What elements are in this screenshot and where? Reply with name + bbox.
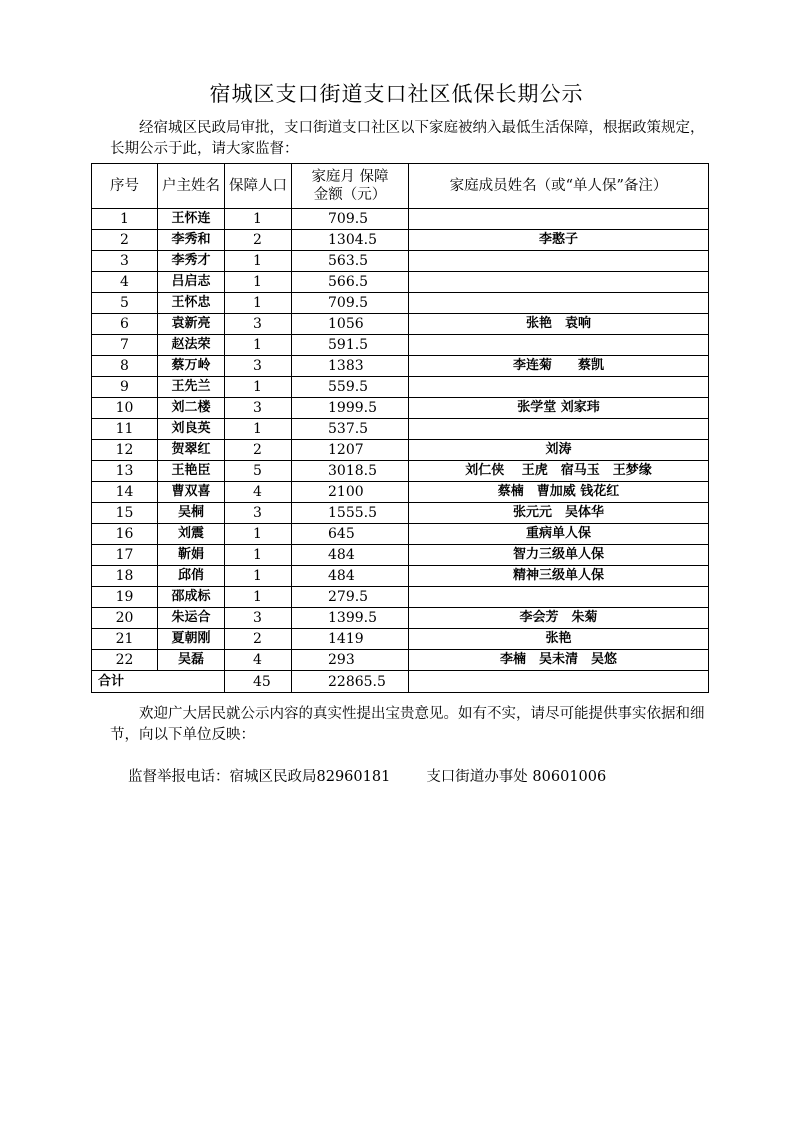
cell-amount: 2100 (292, 482, 409, 503)
cell-head-name: 王怀忠 (158, 293, 225, 314)
cell-amount: 1383 (292, 356, 409, 377)
cell-members (409, 251, 709, 272)
cell-covered-count: 1 (225, 587, 292, 608)
cell-covered-count: 3 (225, 503, 292, 524)
cell-head-name: 邵成标 (158, 587, 225, 608)
cell-amount: 559.5 (292, 377, 409, 398)
cell-head-name: 李秀才 (158, 251, 225, 272)
cell-seq: 18 (92, 566, 158, 587)
cell-seq: 9 (92, 377, 158, 398)
cell-head-name: 夏朝刚 (158, 629, 225, 650)
header-amount (292, 164, 409, 209)
cell-seq: 12 (92, 440, 158, 461)
cell-seq: 8 (92, 356, 158, 377)
cell-seq: 5 (92, 293, 158, 314)
table-row (92, 629, 709, 650)
cell-covered-count: 1 (225, 419, 292, 440)
cell-members: 蔡楠 曹加威 钱花红 (409, 482, 709, 503)
cell-covered-count: 5 (225, 461, 292, 482)
cell-amount: 645 (292, 524, 409, 545)
cell-amount: 1399.5 (292, 608, 409, 629)
header-seq: 序号 (92, 164, 158, 209)
cell-seq: 13 (92, 461, 158, 482)
cell-amount: 293 (292, 650, 409, 671)
cell-head-name: 吴桐 (158, 503, 225, 524)
cell-covered-count: 4 (225, 650, 292, 671)
cell-covered-count: 2 (225, 629, 292, 650)
cell-covered-count: 4 (225, 482, 292, 503)
table-header-row (92, 164, 709, 209)
cell-head-name: 吕启志 (158, 272, 225, 293)
cell-amount: 709.5 (292, 293, 409, 314)
cell-covered-count: 3 (225, 608, 292, 629)
cell-covered-count: 2 (225, 440, 292, 461)
cell-head-name: 邱俏 (158, 566, 225, 587)
cell-amount: 484 (292, 566, 409, 587)
cell-seq: 20 (92, 608, 158, 629)
cell-amount: 566.5 (292, 272, 409, 293)
table-row (92, 230, 709, 251)
cell-members: 精神三级单人保 (409, 566, 709, 587)
table-row (92, 524, 709, 545)
total-count: 45 (225, 671, 292, 693)
cell-covered-count: 1 (225, 377, 292, 398)
cell-head-name: 王艳臣 (158, 461, 225, 482)
table-row (92, 293, 709, 314)
table-row (92, 587, 709, 608)
cell-members: 张艳 袁响 (409, 314, 709, 335)
cell-covered-count: 1 (225, 251, 292, 272)
table-row (92, 461, 709, 482)
cell-covered-count: 1 (225, 335, 292, 356)
cell-members (409, 272, 709, 293)
cell-seq: 4 (92, 272, 158, 293)
cell-amount: 709.5 (292, 209, 409, 230)
table-row (92, 482, 709, 503)
cell-seq: 16 (92, 524, 158, 545)
cell-covered-count: 2 (225, 230, 292, 251)
recipients-table (91, 163, 709, 693)
cell-amount: 279.5 (292, 587, 409, 608)
cell-amount: 1056 (292, 314, 409, 335)
table-row (92, 209, 709, 230)
cell-head-name: 朱运合 (158, 608, 225, 629)
table-body (92, 209, 709, 671)
cell-members (409, 587, 709, 608)
cell-members (409, 377, 709, 398)
page-title: 宿城区支口街道支口社区低保长期公示 (209, 82, 584, 106)
cell-members: 李连菊 蔡凯 (409, 356, 709, 377)
table-row (92, 440, 709, 461)
cell-seq: 22 (92, 650, 158, 671)
cell-members: 李憨子 (409, 230, 709, 251)
cell-covered-count: 3 (225, 314, 292, 335)
cell-seq: 3 (92, 251, 158, 272)
cell-head-name: 袁新亮 (158, 314, 225, 335)
cell-head-name: 吴磊 (158, 650, 225, 671)
cell-seq: 1 (92, 209, 158, 230)
total-amount: 22865.5 (292, 671, 409, 693)
cell-head-name: 刘震 (158, 524, 225, 545)
cell-covered-count: 3 (225, 398, 292, 419)
cell-amount: 563.5 (292, 251, 409, 272)
cell-head-name: 贺翠红 (158, 440, 225, 461)
table-row (92, 356, 709, 377)
header-amount-line1: 家庭月 保障 (311, 169, 389, 185)
cell-covered-count: 3 (225, 356, 292, 377)
cell-members: 重病单人保 (409, 524, 709, 545)
cell-seq: 7 (92, 335, 158, 356)
table-row (92, 650, 709, 671)
cell-seq: 10 (92, 398, 158, 419)
cell-head-name: 赵法荣 (158, 335, 225, 356)
total-label: 合计 (98, 674, 125, 689)
cell-amount: 1419 (292, 629, 409, 650)
cell-members: 智力三级单人保 (409, 545, 709, 566)
total-row (92, 671, 709, 693)
cell-head-name: 李秀和 (158, 230, 225, 251)
cell-head-name: 王怀连 (158, 209, 225, 230)
cell-amount: 1555.5 (292, 503, 409, 524)
table-row (92, 419, 709, 440)
contact-line (128, 765, 606, 786)
table-row (92, 608, 709, 629)
cell-seq: 6 (92, 314, 158, 335)
cell-covered-count: 1 (225, 566, 292, 587)
table-row (92, 566, 709, 587)
table-row (92, 314, 709, 335)
cell-head-name: 刘二楼 (158, 398, 225, 419)
phone-label: 监督举报电话：宿城区民政局82960181 (128, 769, 391, 785)
cell-members (409, 209, 709, 230)
cell-covered-count: 1 (225, 524, 292, 545)
cell-head-name: 靳娟 (158, 545, 225, 566)
cell-seq: 11 (92, 419, 158, 440)
cell-seq: 14 (92, 482, 158, 503)
cell-head-name: 刘良英 (158, 419, 225, 440)
cell-members: 张艳 (409, 629, 709, 650)
table-row (92, 503, 709, 524)
cell-members: 张元元 吴体华 (409, 503, 709, 524)
cell-covered-count: 1 (225, 293, 292, 314)
cell-members: 刘仁侠 王虎 宿马玉 王梦缘 (409, 461, 709, 482)
cell-members: 张学堂 刘家玮 (409, 398, 709, 419)
office-phone: 支口街道办事处 80601006 (426, 769, 607, 785)
cell-head-name: 曹双喜 (158, 482, 225, 503)
total-members-empty (409, 671, 709, 693)
cell-members: 李会芳 朱菊 (409, 608, 709, 629)
cell-amount: 537.5 (292, 419, 409, 440)
intro-paragraph: 经宿城区民政局审批，支口街道支口社区以下家庭被纳入最低生活保障，根据政策规定，长期公示于此，请大家监督： (110, 120, 705, 157)
table-row (92, 398, 709, 419)
cell-head-name: 蔡万岭 (158, 356, 225, 377)
cell-amount: 1304.5 (292, 230, 409, 251)
cell-amount: 1207 (292, 440, 409, 461)
cell-seq: 21 (92, 629, 158, 650)
footer-paragraph: 欢迎广大居民就公示内容的真实性提出宝贵意见。如有不实，请尽可能提供事实依据和细节，向以下单位反映： (110, 706, 705, 743)
cell-members: 李楠 吴未清 吴悠 (409, 650, 709, 671)
table-row (92, 251, 709, 272)
cell-amount: 484 (292, 545, 409, 566)
cell-amount: 591.5 (292, 335, 409, 356)
header-covered-count: 保障人口 (225, 164, 292, 209)
table-row (92, 377, 709, 398)
table-row (92, 272, 709, 293)
cell-amount: 3018.5 (292, 461, 409, 482)
cell-covered-count: 1 (225, 209, 292, 230)
header-members: 家庭成员姓名（或“单人保”备注） (409, 164, 709, 209)
header-amount-line2: 金额（元） (313, 187, 387, 203)
cell-amount: 1999.5 (292, 398, 409, 419)
cell-members (409, 335, 709, 356)
cell-seq: 2 (92, 230, 158, 251)
cell-members: 刘涛 (409, 440, 709, 461)
cell-seq: 17 (92, 545, 158, 566)
cell-seq: 15 (92, 503, 158, 524)
cell-seq: 19 (92, 587, 158, 608)
cell-members (409, 293, 709, 314)
table-row (92, 335, 709, 356)
cell-covered-count: 1 (225, 272, 292, 293)
cell-covered-count: 1 (225, 545, 292, 566)
cell-members (409, 419, 709, 440)
header-head-name: 户主姓名 (158, 164, 225, 209)
total-label-cell (92, 671, 225, 693)
cell-head-name: 王先兰 (158, 377, 225, 398)
table-row (92, 545, 709, 566)
